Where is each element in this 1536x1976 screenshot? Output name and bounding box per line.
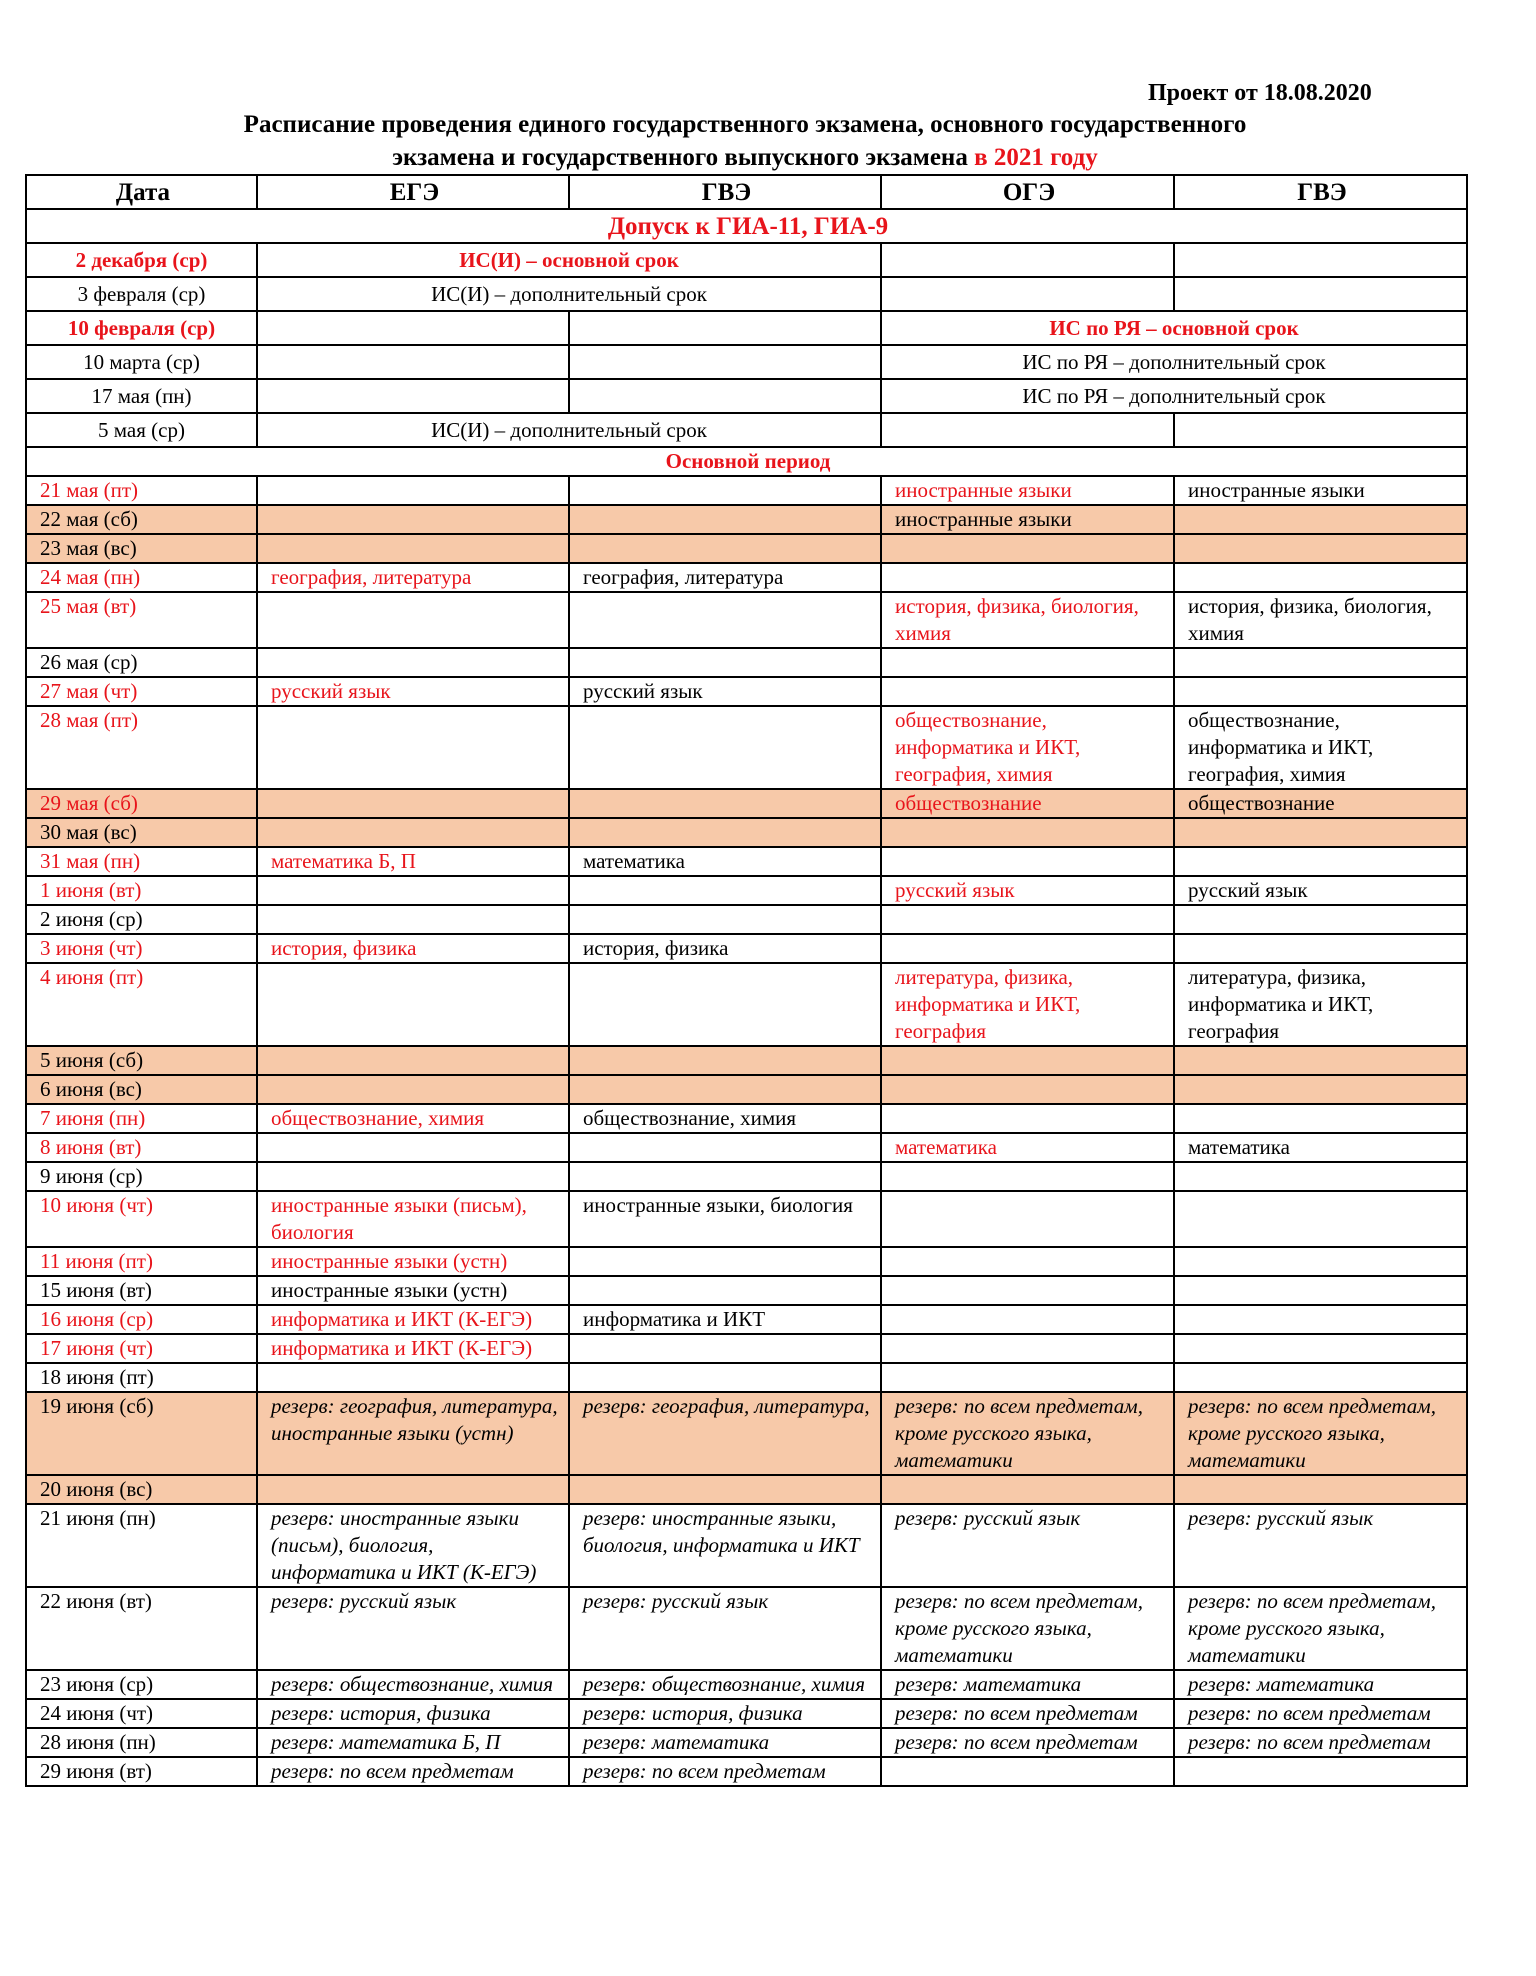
exam-cell — [1174, 1475, 1467, 1504]
exam-cell — [569, 818, 881, 847]
exam-cell: иностранные языки — [881, 505, 1174, 534]
date-cell: 28 июня (пн) — [26, 1728, 257, 1757]
exam-cell — [1174, 847, 1467, 876]
exam-cell — [257, 905, 569, 934]
exam-cell — [569, 592, 881, 648]
exam-cell: обществознание — [881, 789, 1174, 818]
table-row — [26, 677, 1467, 706]
exam-cell — [257, 476, 569, 505]
table-row — [26, 1305, 1467, 1334]
exam-cell — [881, 1276, 1174, 1305]
exam-cell: обществознание, информатика и ИКТ, география, химия — [881, 706, 1174, 789]
exam-cell — [257, 1046, 569, 1075]
exam-cell: русский язык — [569, 677, 881, 706]
exam-cell — [257, 505, 569, 534]
exam-cell: иностранные языки (устн) — [257, 1276, 569, 1305]
exam-cell: резерв: география, литература, иностранные языки (устн) — [257, 1392, 569, 1475]
exam-cell — [881, 905, 1174, 934]
date-cell: 21 июня (пн) — [26, 1504, 257, 1587]
exam-cell — [257, 534, 569, 563]
date-cell: 29 июня (вт) — [26, 1757, 257, 1786]
date-cell: 21 мая (пт) — [26, 476, 257, 505]
date-cell: 9 июня (ср) — [26, 1162, 257, 1191]
table-row — [26, 1046, 1467, 1075]
exam-cell: ИС(И) – дополнительный срок — [257, 277, 881, 311]
exam-cell: математика — [1174, 1133, 1467, 1162]
exam-cell — [1174, 563, 1467, 592]
exam-cell: история, физика, биология, химия — [881, 592, 1174, 648]
exam-cell — [881, 243, 1174, 277]
exam-cell: резерв: математика — [569, 1728, 881, 1757]
section-title-admission: Допуск к ГИА-11, ГИА-9 — [26, 209, 1467, 243]
exam-cell — [257, 1075, 569, 1104]
exam-cell: резерв: русский язык — [257, 1587, 569, 1670]
title-year: в 2021 году — [974, 144, 1098, 171]
table-row — [26, 243, 1467, 277]
exam-cell — [257, 311, 569, 345]
table-row — [26, 1757, 1467, 1786]
exam-cell: информатика и ИКТ (К-ЕГЭ) — [257, 1334, 569, 1363]
date-cell: 28 мая (пт) — [26, 706, 257, 789]
table-row — [26, 1728, 1467, 1757]
table-row — [26, 847, 1467, 876]
exam-cell: литература, физика, информатика и ИКТ, география — [881, 963, 1174, 1046]
table-row — [26, 592, 1467, 648]
exam-cell: русский язык — [1174, 876, 1467, 905]
exam-cell: резерв: по всем предметам, кроме русского языка, математики — [881, 1392, 1174, 1475]
exam-cell — [257, 379, 569, 413]
exam-cell — [1174, 1247, 1467, 1276]
exam-cell: резерв: по всем предметам — [881, 1699, 1174, 1728]
exam-cell: иностранные языки (письм), биология — [257, 1191, 569, 1247]
table-row — [26, 1363, 1467, 1392]
exam-cell — [257, 1363, 569, 1392]
exam-cell — [1174, 677, 1467, 706]
exam-cell: резерв: математика — [1174, 1670, 1467, 1699]
table-row — [26, 818, 1467, 847]
exam-cell — [1174, 905, 1467, 934]
exam-cell: история, физика — [569, 934, 881, 963]
exam-cell: резерв: иностранные языки (письм), биология, информатика и ИКТ (К-ЕГЭ) — [257, 1504, 569, 1587]
exam-cell — [569, 345, 881, 379]
exam-cell: география, литература — [257, 563, 569, 592]
exam-cell — [881, 1475, 1174, 1504]
section-row-admission — [26, 209, 1467, 243]
column-header: ОГЭ — [881, 175, 1174, 209]
table-row — [26, 534, 1467, 563]
exam-cell — [569, 1334, 881, 1363]
exam-cell — [1174, 1363, 1467, 1392]
exam-cell: резерв: обществознание, химия — [569, 1670, 881, 1699]
date-cell: 2 декабря (ср) — [26, 243, 257, 277]
table-row — [26, 1276, 1467, 1305]
exam-cell: резерв: русский язык — [1174, 1504, 1467, 1587]
date-cell: 29 мая (сб) — [26, 789, 257, 818]
exam-cell: обществознание, химия — [569, 1104, 881, 1133]
exam-cell: иностранные языки, биология — [569, 1191, 881, 1247]
exam-cell — [257, 706, 569, 789]
section-title-main-period: Основной период — [26, 447, 1467, 476]
table-row — [26, 1392, 1467, 1475]
exam-cell — [569, 1363, 881, 1392]
exam-cell: ИС по РЯ – дополнительный срок — [881, 379, 1467, 413]
exam-cell: резерв: обществознание, химия — [257, 1670, 569, 1699]
exam-cell — [881, 413, 1174, 447]
exam-cell — [881, 1075, 1174, 1104]
section-row-main-period — [26, 447, 1467, 476]
exam-cell: обществознание, информатика и ИКТ, география, химия — [1174, 706, 1467, 789]
exam-cell — [257, 345, 569, 379]
exam-cell — [1174, 1191, 1467, 1247]
date-cell: 15 июня (вт) — [26, 1276, 257, 1305]
table-row — [26, 1699, 1467, 1728]
title-line-2 — [25, 141, 1465, 174]
exam-cell: резерв: математика — [881, 1670, 1174, 1699]
table-row — [26, 876, 1467, 905]
date-cell: 7 июня (пн) — [26, 1104, 257, 1133]
date-cell: 18 июня (пт) — [26, 1363, 257, 1392]
exam-cell: резерв: по всем предметам — [881, 1728, 1174, 1757]
exam-cell: обществознание, химия — [257, 1104, 569, 1133]
date-cell: 11 июня (пт) — [26, 1247, 257, 1276]
exam-cell — [569, 1276, 881, 1305]
column-header: ГВЭ — [1174, 175, 1467, 209]
exam-cell: резерв: математика Б, П — [257, 1728, 569, 1757]
exam-cell — [881, 1191, 1174, 1247]
table-row — [26, 706, 1467, 789]
exam-cell — [257, 592, 569, 648]
table-row — [26, 277, 1467, 311]
table-row — [26, 789, 1467, 818]
exam-cell — [881, 1162, 1174, 1191]
date-cell: 26 мая (ср) — [26, 648, 257, 677]
exam-cell — [1174, 1305, 1467, 1334]
exam-cell — [569, 1162, 881, 1191]
exam-cell: история, физика — [257, 934, 569, 963]
table-row — [26, 1247, 1467, 1276]
exam-cell: резерв: по всем предметам, кроме русского языка, математики — [1174, 1587, 1467, 1670]
exam-cell — [569, 706, 881, 789]
exam-cell — [1174, 1334, 1467, 1363]
exam-cell: литература, физика, информатика и ИКТ, география — [1174, 963, 1467, 1046]
date-cell: 6 июня (вс) — [26, 1075, 257, 1104]
exam-cell — [257, 963, 569, 1046]
table-row — [26, 1587, 1467, 1670]
date-cell: 5 июня (сб) — [26, 1046, 257, 1075]
exam-cell — [569, 789, 881, 818]
exam-cell: резерв: по всем предметам, кроме русского языка, математики — [881, 1587, 1174, 1670]
exam-cell — [569, 905, 881, 934]
exam-cell — [1174, 818, 1467, 847]
exam-cell — [1174, 277, 1467, 311]
exam-cell — [569, 1133, 881, 1162]
title-line-1: Расписание проведения единого государственного экзамена, основного государственного — [243, 111, 1247, 138]
draft-label: Проект от 18.08.2020 — [1148, 80, 1372, 106]
exam-cell — [881, 1104, 1174, 1133]
exam-cell — [881, 1305, 1174, 1334]
exam-cell: резерв: русский язык — [881, 1504, 1174, 1587]
exam-cell — [257, 1133, 569, 1162]
date-cell: 31 мая (пн) — [26, 847, 257, 876]
date-cell: 3 июня (чт) — [26, 934, 257, 963]
table-row — [26, 905, 1467, 934]
exam-cell — [881, 648, 1174, 677]
table-row — [26, 563, 1467, 592]
date-cell: 17 июня (чт) — [26, 1334, 257, 1363]
exam-cell — [881, 847, 1174, 876]
exam-cell — [1174, 1276, 1467, 1305]
date-cell: 5 мая (ср) — [26, 413, 257, 447]
exam-cell: резерв: по всем предметам — [1174, 1699, 1467, 1728]
exam-cell: математика Б, П — [257, 847, 569, 876]
table-row — [26, 1670, 1467, 1699]
date-cell: 10 февраля (ср) — [26, 311, 257, 345]
date-cell: 10 марта (ср) — [26, 345, 257, 379]
header-row — [26, 175, 1467, 209]
exam-cell — [569, 505, 881, 534]
exam-cell — [881, 563, 1174, 592]
date-cell: 20 июня (вс) — [26, 1475, 257, 1504]
exam-cell — [257, 876, 569, 905]
exam-cell — [1174, 934, 1467, 963]
exam-cell — [881, 1247, 1174, 1276]
exam-cell: иностранные языки — [881, 476, 1174, 505]
exam-cell: иностранные языки (устн) — [257, 1247, 569, 1276]
column-header: ГВЭ — [569, 175, 881, 209]
exam-cell — [881, 1363, 1174, 1392]
exam-cell: русский язык — [257, 677, 569, 706]
exam-cell: резерв: по всем предметам — [569, 1757, 881, 1786]
exam-cell: резерв: русский язык — [569, 1587, 881, 1670]
title-line-2-text: экзамена и государственного выпускного экзамена — [392, 144, 968, 171]
table-row — [26, 505, 1467, 534]
exam-cell — [569, 963, 881, 1046]
exam-cell — [257, 818, 569, 847]
exam-cell — [1174, 648, 1467, 677]
exam-cell — [569, 1046, 881, 1075]
exam-cell — [1174, 1046, 1467, 1075]
exam-cell: информатика и ИКТ (К-ЕГЭ) — [257, 1305, 569, 1334]
exam-cell — [257, 648, 569, 677]
exam-cell — [1174, 1075, 1467, 1104]
date-cell: 30 мая (вс) — [26, 818, 257, 847]
exam-cell — [569, 876, 881, 905]
date-cell: 22 июня (вт) — [26, 1587, 257, 1670]
date-cell: 25 мая (вт) — [26, 592, 257, 648]
exam-cell: география, литература — [569, 563, 881, 592]
exam-cell: резерв: история, физика — [257, 1699, 569, 1728]
column-header: Дата — [26, 175, 257, 209]
exam-cell: информатика и ИКТ — [569, 1305, 881, 1334]
table-row — [26, 1504, 1467, 1587]
table-row — [26, 413, 1467, 447]
exam-cell: русский язык — [881, 876, 1174, 905]
date-cell: 2 июня (ср) — [26, 905, 257, 934]
exam-cell: ИС(И) – дополнительный срок — [257, 413, 881, 447]
exam-cell — [1174, 1757, 1467, 1786]
exam-cell — [1174, 505, 1467, 534]
table-row — [26, 963, 1467, 1046]
table-row — [26, 934, 1467, 963]
exam-cell — [881, 677, 1174, 706]
date-cell: 24 июня (чт) — [26, 1699, 257, 1728]
exam-cell — [881, 277, 1174, 311]
exam-cell: обществознание — [1174, 789, 1467, 818]
exam-cell — [1174, 1104, 1467, 1133]
exam-cell — [1174, 1162, 1467, 1191]
date-cell: 8 июня (вт) — [26, 1133, 257, 1162]
exam-cell — [1174, 534, 1467, 563]
date-cell: 4 июня (пт) — [26, 963, 257, 1046]
exam-cell: резерв: история, физика — [569, 1699, 881, 1728]
date-cell: 27 мая (чт) — [26, 677, 257, 706]
table-row — [26, 648, 1467, 677]
exam-cell: резерв: по всем предметам — [1174, 1728, 1467, 1757]
date-cell: 23 мая (вс) — [26, 534, 257, 563]
exam-cell: ИС по РЯ – основной срок — [881, 311, 1467, 345]
exam-cell — [569, 1247, 881, 1276]
table-row — [26, 311, 1467, 345]
exam-cell: резерв: по всем предметам, кроме русского языка, математики — [1174, 1392, 1467, 1475]
table-row — [26, 1075, 1467, 1104]
exam-cell — [257, 1475, 569, 1504]
exam-cell — [569, 379, 881, 413]
date-cell: 3 февраля (ср) — [26, 277, 257, 311]
table-row — [26, 1104, 1467, 1133]
date-cell: 10 июня (чт) — [26, 1191, 257, 1247]
table-row — [26, 1475, 1467, 1504]
table-row — [26, 476, 1467, 505]
exam-cell — [881, 934, 1174, 963]
exam-cell — [569, 1075, 881, 1104]
exam-cell — [569, 1475, 881, 1504]
date-cell: 19 июня (сб) — [26, 1392, 257, 1475]
table-row — [26, 1133, 1467, 1162]
exam-cell — [257, 789, 569, 818]
date-cell: 1 июня (вт) — [26, 876, 257, 905]
exam-cell: ИС(И) – основной срок — [257, 243, 881, 277]
date-cell: 24 мая (пн) — [26, 563, 257, 592]
table-row — [26, 1162, 1467, 1191]
exam-cell: резерв: по всем предметам — [257, 1757, 569, 1786]
exam-cell — [881, 818, 1174, 847]
exam-cell — [881, 1757, 1174, 1786]
table-row — [26, 345, 1467, 379]
exam-cell — [1174, 413, 1467, 447]
exam-cell: иностранные языки — [1174, 476, 1467, 505]
date-cell: 23 июня (ср) — [26, 1670, 257, 1699]
table-row — [26, 1334, 1467, 1363]
exam-cell — [569, 476, 881, 505]
exam-cell: резерв: география, литература, — [569, 1392, 881, 1475]
table-row — [26, 1191, 1467, 1247]
date-cell: 22 мая (сб) — [26, 505, 257, 534]
exam-cell: математика — [881, 1133, 1174, 1162]
exam-cell — [1174, 243, 1467, 277]
exam-cell — [569, 648, 881, 677]
date-cell: 16 июня (ср) — [26, 1305, 257, 1334]
exam-cell — [569, 534, 881, 563]
exam-cell: ИС по РЯ – дополнительный срок — [881, 345, 1467, 379]
exam-cell — [881, 1334, 1174, 1363]
column-header: ЕГЭ — [257, 175, 569, 209]
exam-cell: математика — [569, 847, 881, 876]
exam-cell — [257, 1162, 569, 1191]
exam-cell — [881, 534, 1174, 563]
date-cell: 17 мая (пн) — [26, 379, 257, 413]
exam-cell: резерв: иностранные языки, биология, информатика и ИКТ — [569, 1504, 881, 1587]
exam-cell — [569, 311, 881, 345]
document-title — [25, 108, 1465, 174]
exam-schedule-table — [25, 174, 1468, 1787]
exam-cell — [881, 1046, 1174, 1075]
exam-cell: история, физика, биология, химия — [1174, 592, 1467, 648]
table-row — [26, 379, 1467, 413]
